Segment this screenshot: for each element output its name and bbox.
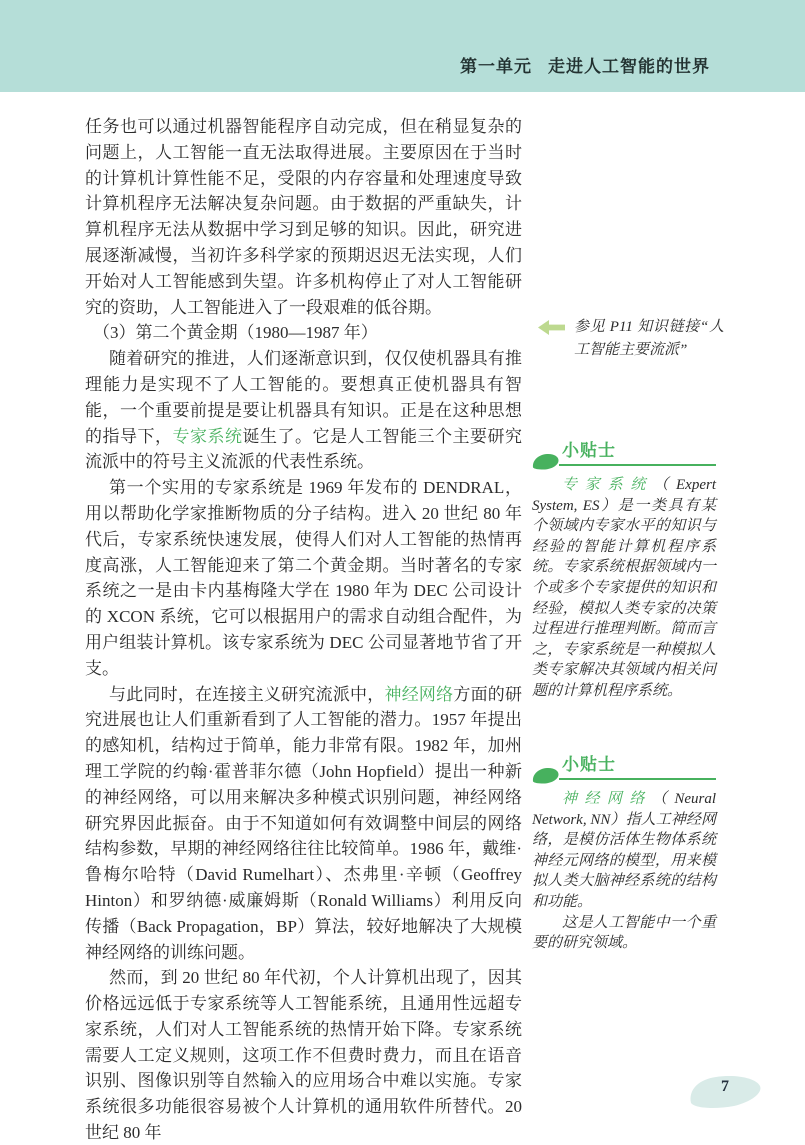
paragraph-text: 随着研究的推进，人们逐渐意识到，仅仅使机器具有推理能力是实现不了人工智能的。要想真正使机器具有智能，一个重要前提是要让机器具有知识。正是在这种思想的指导下， bbox=[85, 349, 522, 446]
paragraph: 任务也可以通过机器智能程序自动完成，但在稍显复杂的问题上，人工智能一直无法取得进展。主要原因在于当时的计算机计算性能不足，受限的内存容量和处理速度导致计算机程序无法解决复杂问题。由于数据的严重缺失，计算机程序无法从数据中学习到足够的知识。因此，研究进展逐渐减慢，当初许多科学家的预期迟迟无法实现，人们开始对人工智能感到失望。许多机构停止了对人工智能研究的资助，人工智能进入了一段艰难的低谷期。 bbox=[85, 117, 522, 317]
leaf-icon bbox=[532, 767, 559, 784]
unit-label: 第一单元 bbox=[460, 57, 532, 76]
tip-box-neural-network bbox=[532, 750, 716, 954]
tip-header bbox=[532, 750, 716, 780]
tip-box-expert-system bbox=[532, 436, 716, 702]
unit-title: 走进人工智能的世界 bbox=[548, 57, 710, 76]
tip-term: 专家系统 bbox=[562, 477, 654, 493]
page-header-band bbox=[0, 0, 805, 92]
tip-body bbox=[532, 475, 716, 702]
tip-body bbox=[532, 789, 716, 954]
page-number: 7 bbox=[721, 1078, 729, 1095]
paragraph bbox=[85, 682, 522, 966]
margin-reference-note bbox=[538, 316, 724, 362]
left-arrow-icon bbox=[538, 320, 565, 335]
reference-note-text: 参见 P11 知识链接“人工智能主要流派” bbox=[574, 319, 724, 358]
term-expert-system: 专家系统 bbox=[172, 426, 243, 446]
tip-text: （Expert System, ES）是一类具有某个领域内专家水平的知识与经验的智能计算机程序系统。专家系统根据领域内一个或多个专家提供的知识和经验，模拟人类专家的决策过程进行推理判断。简而言之，专家系统是一种模拟人类专家解决其领域内相关问题的计算机程序系统。 bbox=[532, 477, 716, 699]
tip-text: （Neural Network, NN）指人工神经网络，是模仿活体生物体系统神经元网络的模型，用来模拟人类大脑神经系统的结构和功能。 bbox=[532, 791, 716, 910]
paragraph bbox=[85, 346, 522, 475]
tip-paragraph bbox=[532, 475, 716, 702]
page-number-badge bbox=[686, 1074, 764, 1110]
paragraph: 第一个实用的专家系统是 1969 年发布的 DENDRAL，用以帮助化学家推断物质的分子结构。进入 20 世纪 80 年代后，专家系统快速发展，使得人们对人工智能的热情再度高涨，人工智能迎来了第二个黄金期。当时著名的专家系统之一是由卡内基梅隆大学在 1980 年为 DEC 公司设计的 XCON 系统，它可以根据用户的需求自动组合配件，为用户组装计算机。该专家系统为 DEC 公司显著地节省了开支。 bbox=[85, 478, 522, 678]
paragraph: 然而，到 20 世纪 80 年代初，个人计算机出现了，因其价格远远低于专家系统等人工智能系统，且通用性远超专家系统，人们对人工智能系统的热情开始下降。专家系统需要人工定义规则，这项工作不但费时费力，而且在语音识别、图像识别等自然输入的应用场合中难以实施。专家系统很多功能很容易被个人计算机的通用软件所替代。20 世纪 80 年 bbox=[85, 968, 522, 1143]
paragraph-text: 诞生了。它是人工智能三个主要研究流派中的符号主义流派的代表性系统。 bbox=[85, 426, 522, 472]
tip-title-underline bbox=[559, 436, 716, 466]
running-header bbox=[460, 52, 710, 77]
paragraph-text: 方面的研究进展也让人们重新看到了人工智能的潜力。1957 年提出的感知机，结构过于简单，能力非常有限。1982 年，加州理工学院的约翰·霍普菲尔德（John Hopfield）提出一种新的神经网络，可以用来解决多种模式识别问题，神经网络研究界因此振奋。由于不知道如何有效调整中间层的网络结构参数，早期的神经网络往往比较简单。1986 年，戴维·鲁梅尔哈特（David Rumelhart）、杰弗里·辛顿（Geoffrey Hinton）和罗纳德·威廉姆斯（Ronald Williams）利用反向传播（Back Propagation，BP）算法，较好地解决了大规模神经网络的训练问题。 bbox=[85, 684, 523, 962]
tip-title: 小贴士 bbox=[562, 755, 616, 774]
tip-paragraph bbox=[532, 789, 716, 913]
tip-paragraph: 这是人工智能中一个重要的研究领域。 bbox=[532, 914, 716, 952]
section-heading: （3）第二个黄金期（1980—1987 年） bbox=[93, 323, 378, 343]
tip-term: 神经网络 bbox=[562, 791, 652, 807]
tip-title: 小贴士 bbox=[562, 441, 616, 460]
term-neural-network: 神经网络 bbox=[384, 684, 454, 704]
paragraph-text: 与此同时，在连接主义研究流派中， bbox=[109, 684, 385, 704]
leaf-icon bbox=[532, 453, 559, 470]
tip-header bbox=[532, 436, 716, 466]
tip-title-underline bbox=[559, 750, 716, 780]
body-text-column bbox=[85, 114, 522, 1145]
